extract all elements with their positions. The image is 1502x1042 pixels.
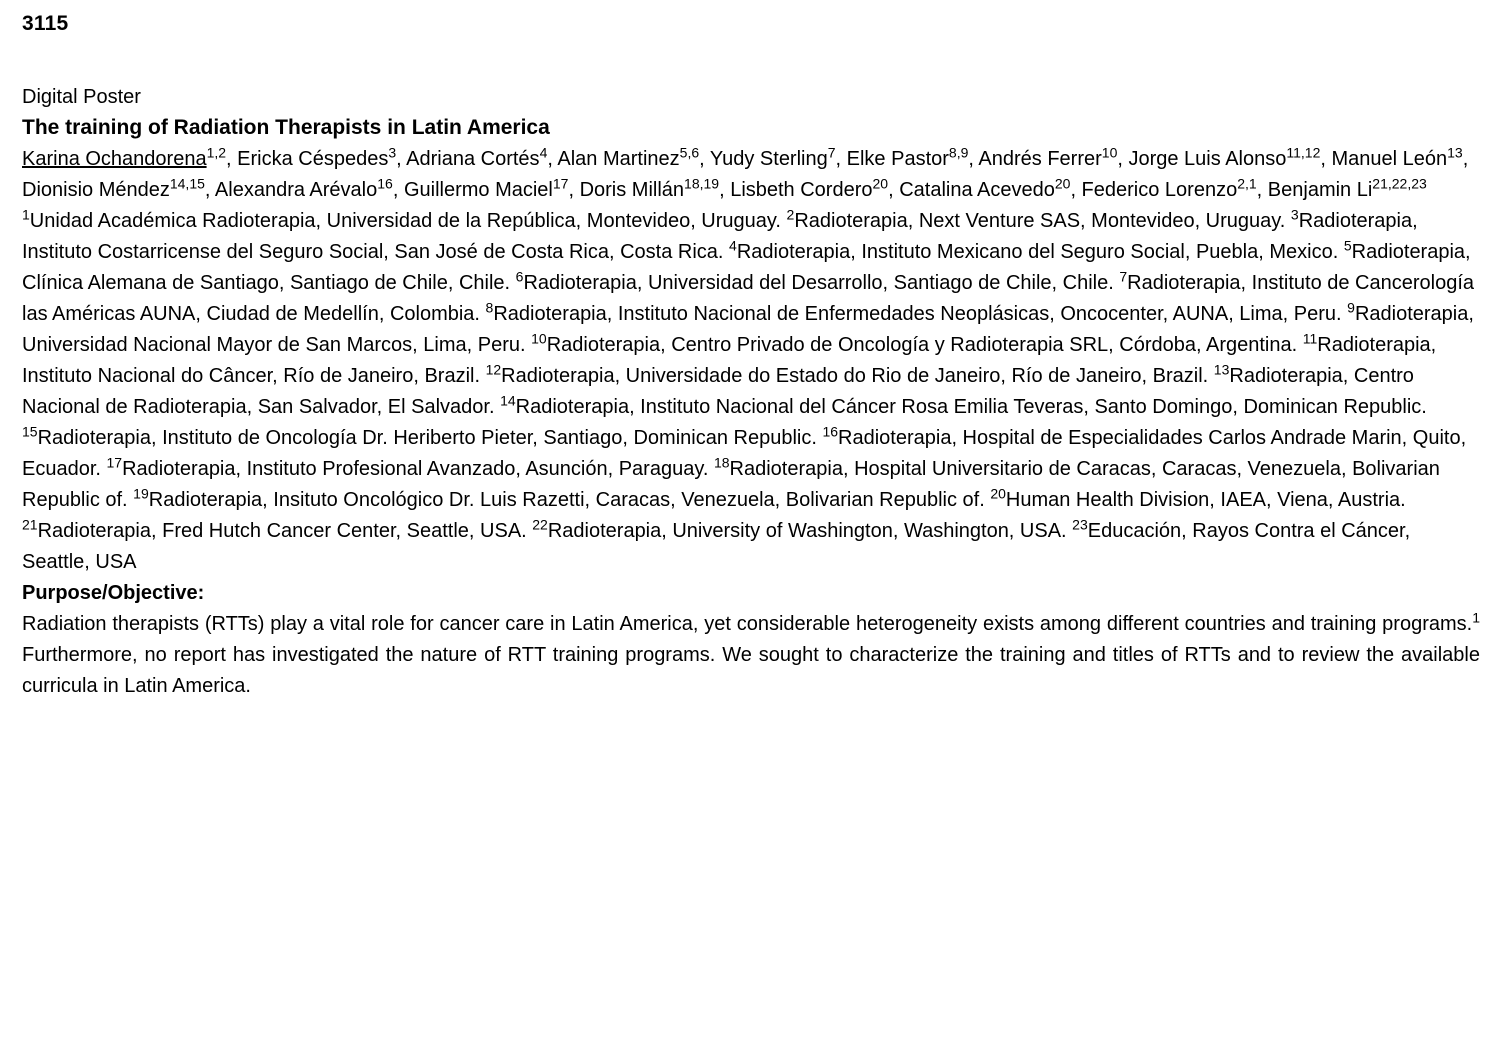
- presentation-type: Digital Poster: [22, 86, 141, 108]
- spacer: [22, 38, 1480, 82]
- section-heading-purpose: Purpose/Objective:: [22, 582, 205, 604]
- author-list: Karina Ochandorena$^{1,2}$, Ericka Céspedes$^3$, Adriana Cortés$^4$, Alan Martinez$^{5,6}$, Yudy Sterling$^7$, Elke Pastor$^{8,9}$, Andrés Ferrer$^{10}$, Jorge Luis Alonso$^{11,12}$, Manuel León$^{13}$, Dionisio Méndez$^{14,15}$, Alexandra Arévalo$^{16}$, Guillermo Maciel$^{17}$, Doris Millán$^{18,19}$, Lisbeth Cordero$^{20}$, Catalina Acevedo$^{20}$, Federico Lorenzo$^{2,1}$, Benjamin Li$^{21,22,23}$: [22, 144, 1469, 201]
- abstract-number: 3115: [22, 12, 69, 35]
- page-title: The training of Radiation Therapists in Latin America: [22, 116, 550, 139]
- section-body-purpose: Radiation therapists (RTTs) play a vital role for cancer care in Latin America, yet considerable heterogeneity exists among different countries and training programs.$^1$ Furthermore, no report has investigated the nature of RTT training programs. We sought to characterize the training and titles of RTTs and to review the available curricula in Latin America.: [22, 609, 1480, 697]
- affiliation-list: $^1$Unidad Académica Radioterapia, Universidad de la República, Montevideo, Uruguay. $^2$Radioterapia, Next Venture SAS, Montevideo, Uruguay. $^3$Radioterapia, Instituto Costarricense del Seguro Social, San José de Costa Rica, Costa Rica. $^4$Radioterapia, Instituto Mexicano del Seguro Social, Puebla, Mexico. $^5$Radioterapia, Clínica Alemana de Santiago, Santiago de Chile, Chile. $^6$Radioterapia, Universidad del Desarrollo, Santiago de Chile, Chile. $^7$Radioterapia, Instituto de Cancerología las Américas AUNA, Ciudad de Medellín, Colombia. $^8$Radioterapia, Instituto Nacional de Enfermedades Neoplásicas, Oncocenter, AUNA, Lima, Peru. $^9$Radioterapia, Universidad Nacional Mayor de San Marcos, Lima, Peru. $^{10}$Radioterapia, Centro Privado de Oncología y Radioterapia SRL, Córdoba, Argentina. $^{11}$Radioterapia, Instituto Nacional do Câncer, Río de Janeiro, Brazil. $^{12}$Radioterapia, Universidade do Estado do Rio de Janeiro, Río de Janeiro, Brazil. $^{13}$Radioterapia, Centro Nacional de Radioterapia, San Salvador, El Salvador. $^{14}$Radioterapia, Instituto Nacional del Cáncer Rosa Emilia Teveras, Santo Domingo, Dominican Republic. $^{15}$Radioterapia, Instituto de Oncología Dr. Heriberto Pieter, Santiago, Dominican Republic. $^{16}$Radioterapia, Hospital de Especialidades Carlos Andrade Marin, Quito, Ecuador. $^{17}$Radioterapia, Instituto Profesional Avanzado, Asunción, Paraguay. $^{18}$Radioterapia, Hospital Universitario de Caracas, Caracas, Venezuela, Bolivarian Republic of. $^{19}$Radioterapia, Insituto Oncológico Dr. Luis Razetti, Caracas, Venezuela, Bolivarian Republic of. $^{20}$Human Health Division, IAEA, Viena, Austria. $^{21}$Radioterapia, Fred Hutch Cancer Center, Seattle, USA. $^{22}$Radioterapia, University of Washington, Washington, USA. $^{23}$Educación, Rayos Contra el Cáncer, Seattle, USA: [22, 206, 1475, 573]
